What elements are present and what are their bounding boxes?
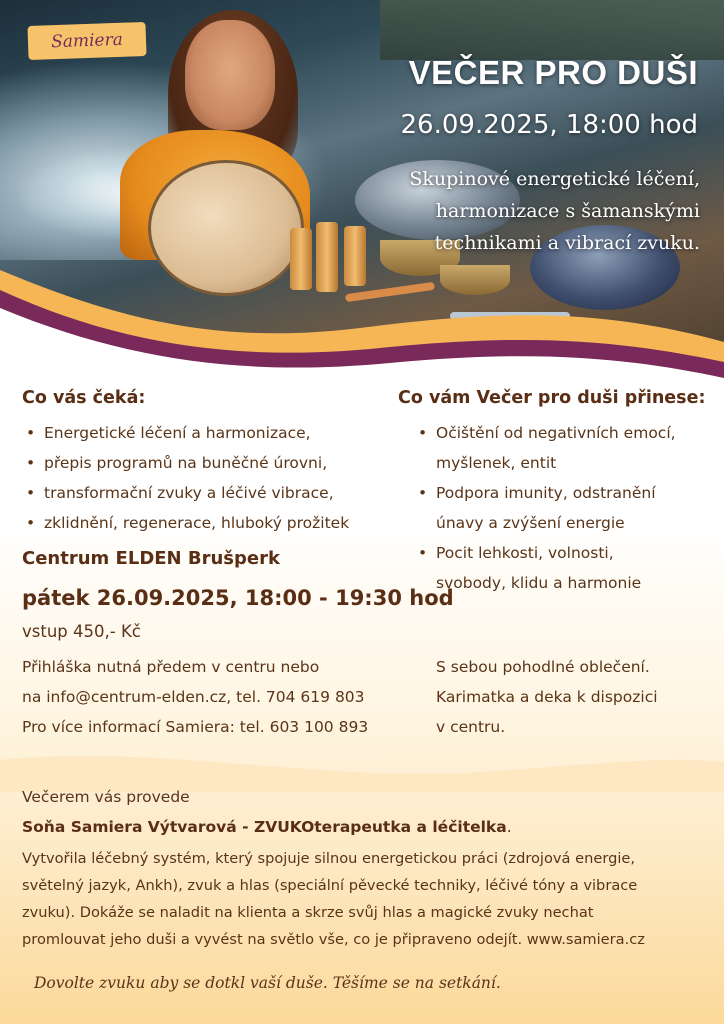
contact-line: na info@centrum-elden.cz, tel. 704 619 803 bbox=[22, 688, 365, 706]
list-item-line: únavy a zvýšení energie bbox=[436, 514, 625, 532]
contact-line: Přihláška nutná předem v centru nebo bbox=[22, 658, 320, 676]
list-item: • přepis programů na buněčné úrovni, bbox=[44, 448, 424, 478]
decorative-wave bbox=[0, 250, 724, 390]
bring-notes bbox=[436, 652, 658, 742]
note-line: v centru. bbox=[436, 718, 506, 736]
bio-line: zvuku). Dokáže se naladit na klienta a skrze svůj hlas a magické zvuky nechat bbox=[22, 904, 594, 921]
note-line: Karimatka a deka k dispozici bbox=[436, 688, 658, 706]
event-description bbox=[340, 163, 700, 259]
list-item: • transformační zvuky a léčivé vibrace, bbox=[44, 478, 424, 508]
rock-background bbox=[380, 0, 724, 60]
guide-bio bbox=[22, 845, 702, 953]
event-title: VEČER PRO DUŠI bbox=[408, 54, 698, 91]
list-item-line: svobody, klidu a harmonie bbox=[436, 574, 642, 592]
venue-name: Centrum ELDEN Brušperk bbox=[22, 548, 280, 569]
expectations-list bbox=[22, 418, 424, 538]
guide-name-suffix: . bbox=[506, 818, 512, 836]
guide-name bbox=[22, 818, 512, 836]
guide-name-text: Soňa Samiera Výtvarová - ZVUKOterapeutka a léčitelka bbox=[22, 818, 507, 836]
list-item: • Energetické léčení a harmonizace, bbox=[44, 418, 424, 448]
event-date: 26.09.2025, 18:00 hod bbox=[400, 110, 698, 140]
section-wave bbox=[0, 742, 724, 792]
bio-line: promlouvat jeho duši a vyvést na světlo vše, co je připraveno odejít. www.samiera.cz bbox=[22, 931, 645, 948]
right-heading: Co vám Večer pro duši přinese: bbox=[398, 388, 706, 408]
benefits-list bbox=[414, 418, 724, 598]
list-item bbox=[436, 478, 724, 538]
left-heading: Co vás čeká: bbox=[22, 388, 146, 408]
list-item-line: • Pocit lehkosti, volnosti, bbox=[436, 544, 614, 562]
contact-info bbox=[22, 652, 368, 742]
contact-line: Pro více informací Samiera: tel. 603 100 893 bbox=[22, 718, 369, 736]
closing-motto: Dovolte zvuku aby se dotkl vaší duše. Těšíme se na setkání. bbox=[34, 974, 501, 992]
signature-badge: Samiera bbox=[27, 22, 146, 60]
list-item bbox=[436, 538, 724, 598]
bio-line: Vytvořila léčebný systém, který spojuje silnou energetickou práci (zdrojová energie, bbox=[22, 850, 636, 867]
bio-line: světelný jazyk, Ankh), zvuk a hlas (speciální pěvecké techniky, léčivé tóny a vibrace bbox=[22, 877, 638, 894]
list-item bbox=[436, 418, 724, 478]
entry-price: vstup 450,- Kč bbox=[22, 622, 141, 641]
list-item-line: • Podpora imunity, odstranění bbox=[436, 484, 656, 502]
note-line: S sebou pohodlné oblečení. bbox=[436, 658, 650, 676]
list-item-line: • Očištění od negativních emocí, bbox=[436, 424, 676, 442]
list-item-line: myšlenek, entit bbox=[436, 454, 557, 472]
event-time: pátek 26.09.2025, 18:00 - 19:30 hod bbox=[22, 586, 454, 610]
description-line: harmonizace s šamanskými bbox=[435, 200, 700, 222]
woman-face bbox=[185, 20, 275, 130]
guide-intro: Večerem vás provede bbox=[22, 788, 190, 806]
description-line: technikami a vibrací zvuku. bbox=[434, 232, 700, 254]
description-line: Skupinové energetické léčení, bbox=[409, 168, 700, 190]
list-item: • zklidnění, regenerace, hluboký prožitek bbox=[44, 508, 424, 538]
